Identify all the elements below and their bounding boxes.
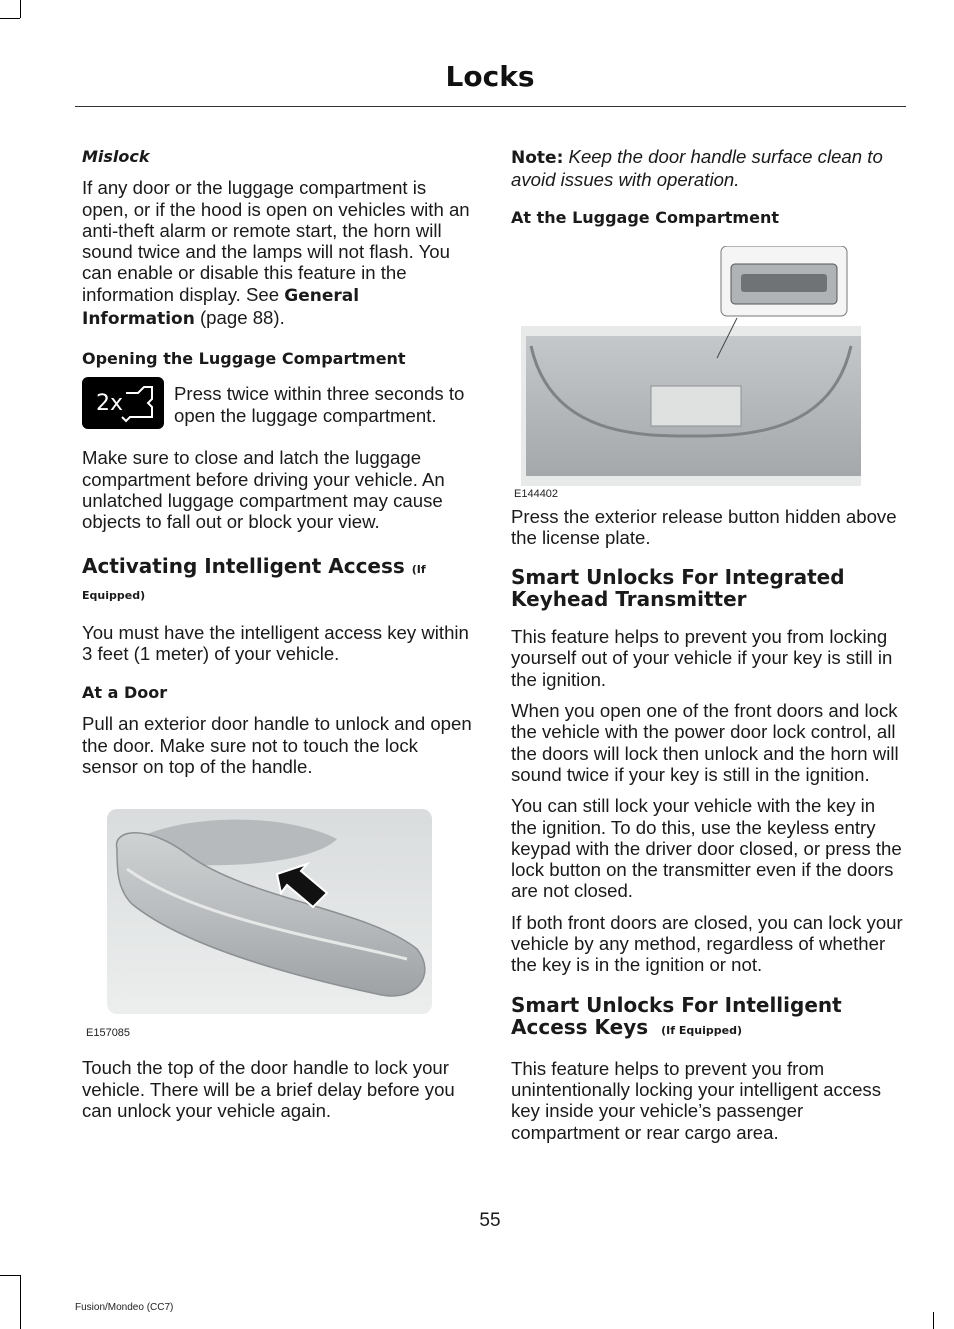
door-handle-figure: [82, 809, 474, 1040]
at-a-door-text: Pull an exterior door handle to unlock and open the door. Make sure not to touch the lock sensor on top of the handle.: [82, 713, 472, 778]
crop-mark: [20, 1275, 21, 1329]
smart-unlocks-ia-heading-text: Smart Unlocks For Intelligent Access Keys: [511, 992, 842, 1039]
at-a-door-heading: At a Door: [82, 683, 168, 703]
mislock-heading: Mislock: [82, 147, 150, 166]
mislock-paragraph: [82, 177, 474, 330]
smart-unlocks-ia-equipped: (If Equipped): [661, 1023, 742, 1037]
activating-if-label: (If: [411, 562, 426, 576]
smart-unlocks-p2: When you open one of the front doors and lock the vehicle with the power door lock control, all the doors will lock then unlock and the horn will sound twice if your key is still in the ignition.: [511, 700, 899, 785]
page-title: Locks: [445, 60, 535, 93]
smart-unlocks-p4: If both front doors are closed, you can lock your vehicle by any method, regardless of whether the key is in the ignition or not.: [511, 911, 903, 976]
latch-text: Make sure to close and latch the luggage compartment before driving your vehicle. An unlatched luggage compartment may cause objects to fall out or block your view.: [82, 447, 445, 533]
smart-unlocks-ia-text: This feature helps to prevent you from unintentionally locking your intelligent access key inside your vehicle’s passenger compartment or rear cargo area.: [511, 1057, 882, 1143]
note-text: Keep the door handle surface clean to avoid issues with operation.: [511, 146, 883, 191]
activating-heading-text: Activating Intelligent Access: [82, 553, 405, 578]
luggage-figure: [511, 246, 903, 506]
luggage-heading: At the Luggage Compartment: [511, 207, 779, 227]
touch-text: Touch the top of the door handle to lock your vehicle. There will be a brief delay before you can unlock your vehicle again.: [82, 1057, 455, 1121]
luggage-release-illustration: [521, 246, 871, 486]
smart-unlocks-p3: You can still lock your vehicle with the key in the ignition. To do this, use the keyless entry keypad with the driver door closed, or press the lock button on the transmitter even if the doors are not closed.: [511, 795, 902, 902]
activating-equipped-label: Equipped): [82, 588, 146, 602]
general-information-link[interactable]: General Information: [82, 285, 360, 330]
page-number: 55: [479, 1210, 501, 1231]
footer-model: Fusion/Mondeo (CC7): [75, 1302, 174, 1313]
crop-mark: [933, 1312, 934, 1329]
icon-2x-label: 2x: [96, 391, 124, 417]
smart-unlocks-keyhead-heading: Smart Unlocks For Integrated Keyhead Transmitter: [511, 565, 845, 612]
activating-heading: [82, 555, 474, 581]
smart-unlocks-ia-heading: [511, 994, 903, 1042]
intelligent-access-key-text: You must have the intelligent access key within 3 feet (1 meter) of your vehicle.: [82, 621, 469, 665]
crop-mark: [0, 18, 20, 19]
note-paragraph: [511, 146, 903, 191]
crop-mark: [0, 1275, 20, 1276]
note-label: Note:: [511, 148, 564, 168]
left-column: [82, 146, 474, 1121]
door-handle-illustration: [107, 809, 437, 1019]
crop-mark: [20, 0, 21, 18]
smart-unlocks-p1: This feature helps to prevent you from locking yourself out of your vehicle if your key is still in the ignition.: [511, 626, 893, 690]
opening-text: Press twice within three seconds to open the luggage compartment.: [174, 383, 465, 426]
title-divider: [75, 106, 906, 107]
press-text: Press the exterior release button hidden above the license plate.: [511, 505, 897, 548]
mislock-page-ref: (page 88).: [194, 307, 285, 329]
opening-heading: Opening the Luggage Compartment: [82, 349, 406, 369]
luggage-figure-code: E144402: [514, 487, 559, 500]
right-column: [511, 146, 903, 1143]
door-figure-code: E157085: [86, 1027, 131, 1040]
mislock-text: If any door or the luggage compartment is open, or if the hood is open on vehicles with an anti-theft alarm or remote start, the horn will sound twice and the lamps will not flash. You can enable or disable this feature in the information display. See: [82, 177, 470, 305]
trunk-release-icon: [82, 377, 164, 429]
opening-instruction: [82, 383, 474, 429]
